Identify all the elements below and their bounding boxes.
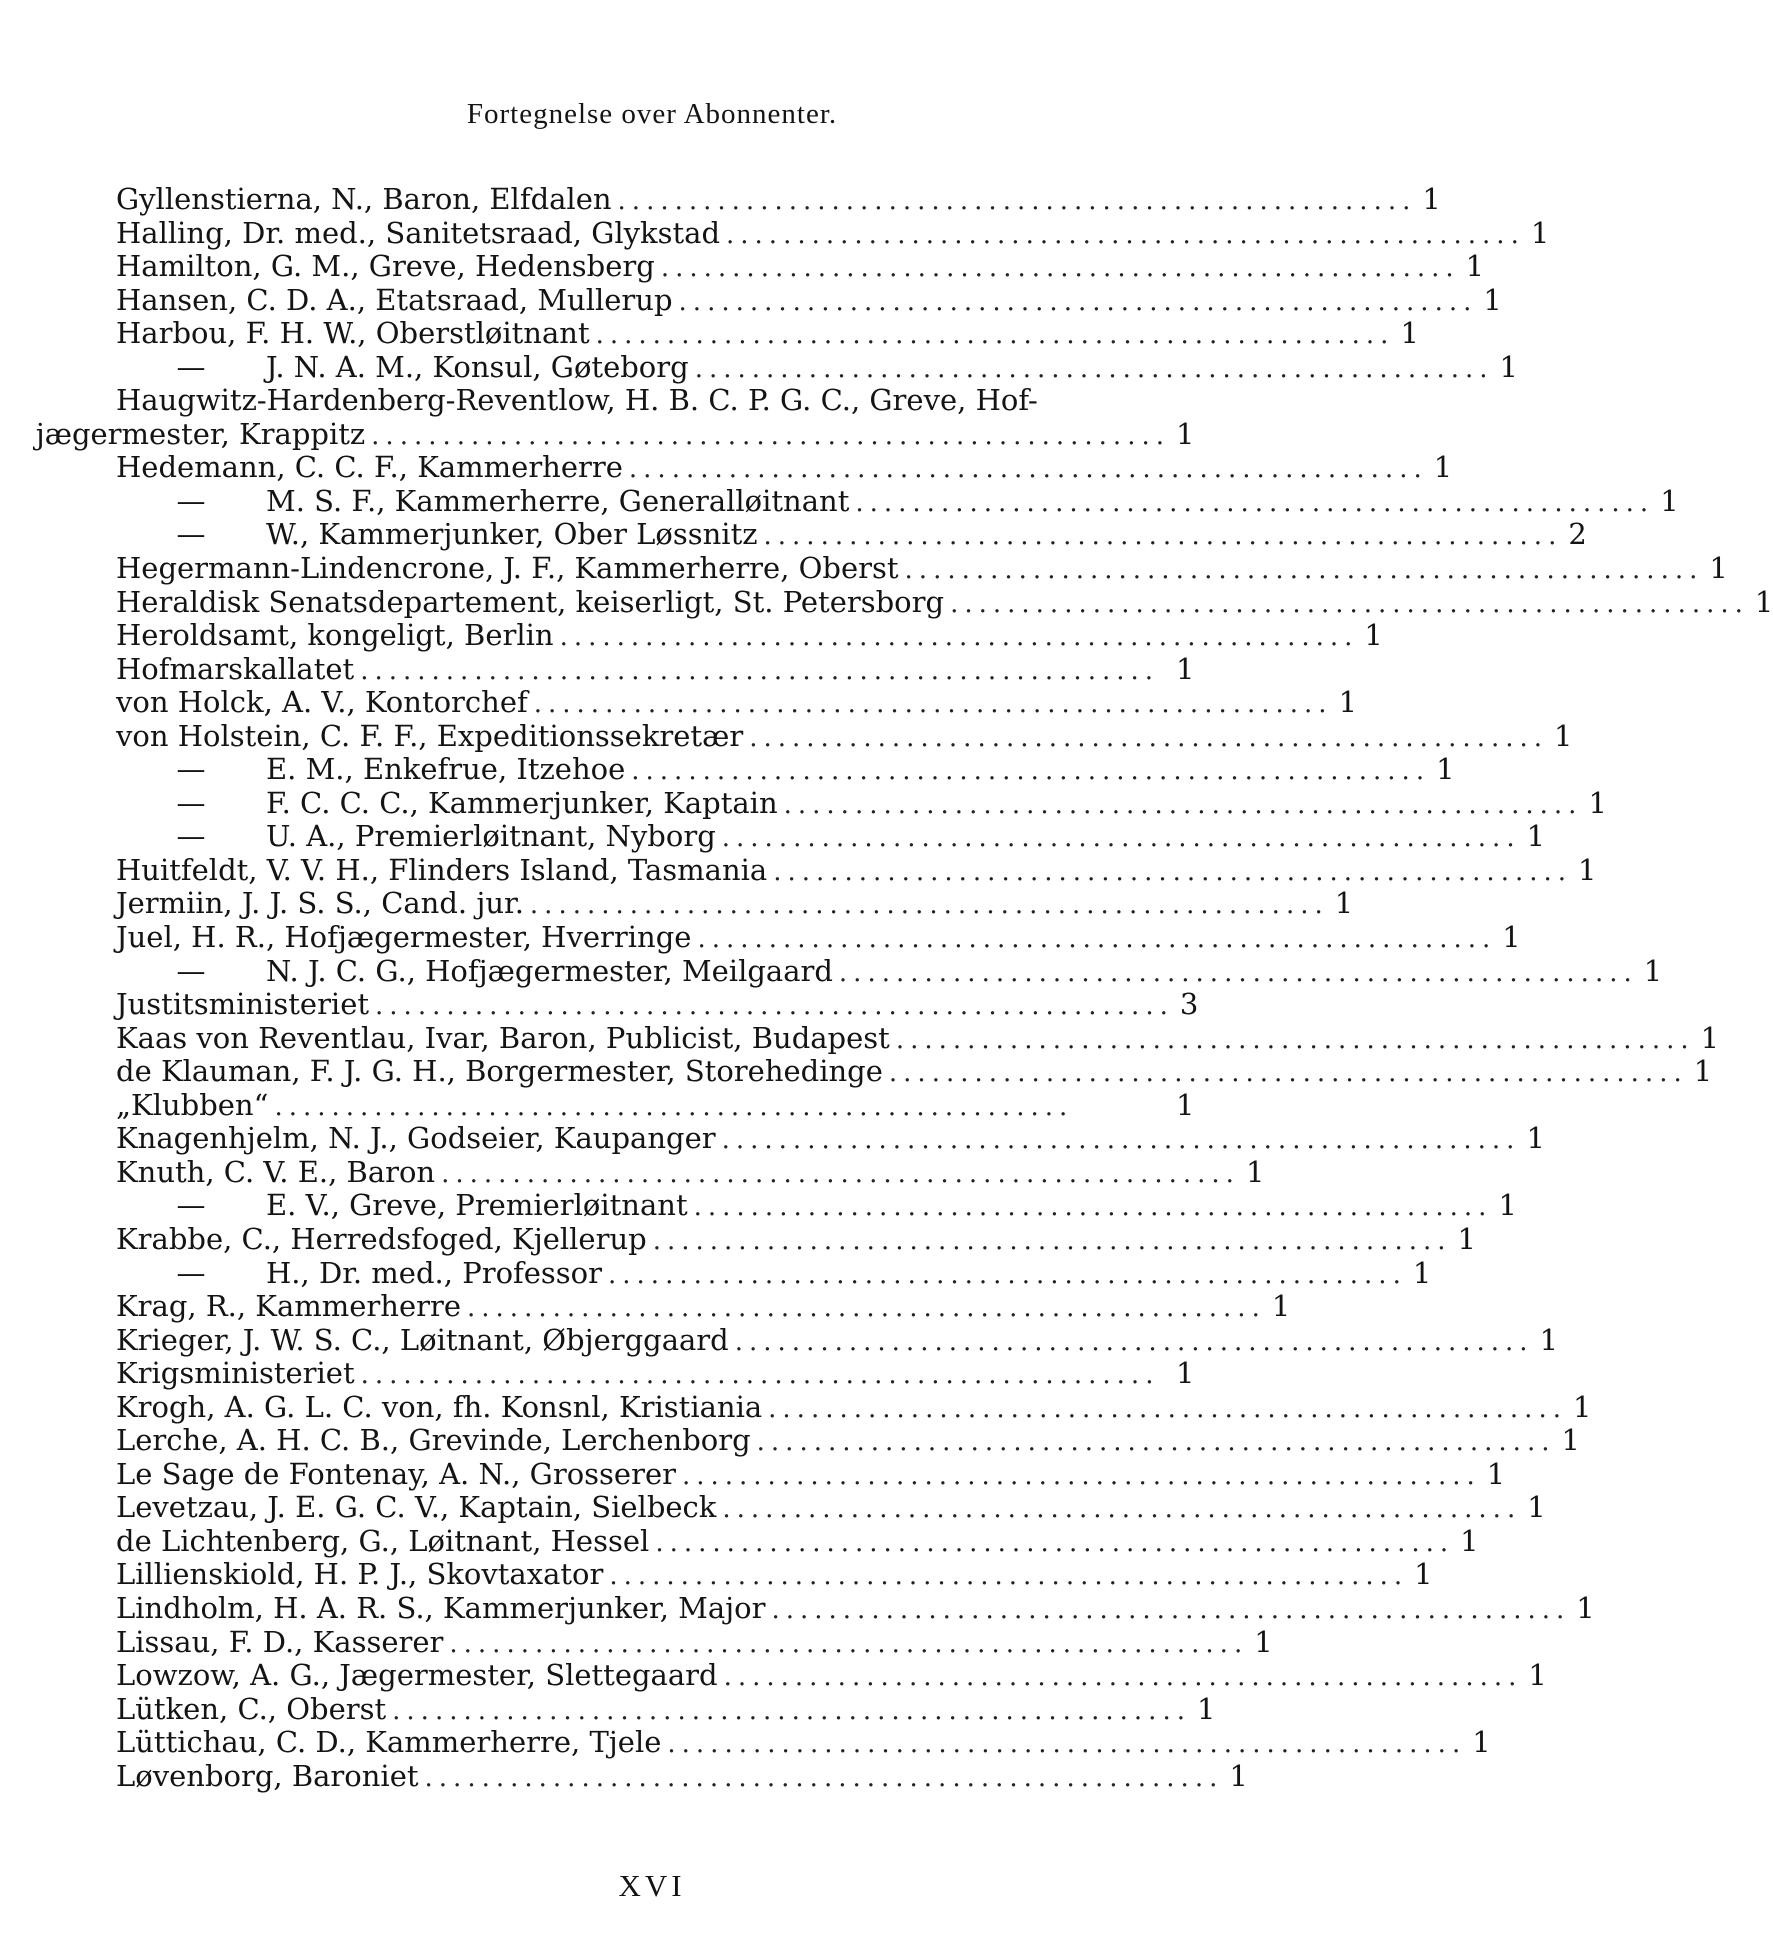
list-item	[116, 384, 1194, 418]
dot-leader: ........................................................	[274, 1091, 1074, 1122]
copies-count: 1	[1364, 618, 1383, 653]
dot-leader: ........................................................	[756, 1427, 1556, 1458]
dot-leader: ........................................................	[559, 622, 1359, 653]
copies-count: 1	[1486, 1456, 1506, 1491]
list-item	[116, 1289, 1291, 1324]
list-item	[116, 1658, 1547, 1693]
dot-leader: ........................................................	[441, 1158, 1240, 1189]
entry-name: Lütken, C., Oberst	[116, 1691, 387, 1726]
copies-count: 1	[1254, 1624, 1273, 1659]
dot-leader: ........................................................	[734, 1326, 1534, 1357]
entry-name: Le Sage de Fontenay, A. N., Grosserer	[116, 1456, 676, 1491]
entry-name: Hansen, C. D. A., Etatsraad, Mullerup	[116, 282, 673, 317]
copies-count: 2	[1568, 517, 1587, 552]
dot-leader: ........................................................	[726, 219, 1525, 250]
copies-count: 1	[1271, 1289, 1291, 1324]
copies-count: 1	[1338, 685, 1358, 720]
entry-name: Hamilton, G. M., Greve, Hedensberg	[116, 249, 655, 284]
entry-name: Halling, Dr. med., Sanitetsraad, Glykstad	[116, 215, 721, 250]
copies-count: 1	[1229, 1758, 1248, 1793]
list-item	[116, 517, 1587, 552]
copies-count: 1	[1693, 1054, 1713, 1089]
copies-count: 1	[1527, 1490, 1546, 1525]
dot-leader: ........................................................	[371, 420, 1170, 451]
dot-leader: ........................................................	[449, 1628, 1249, 1659]
list-item	[116, 215, 1550, 251]
dot-leader: ........................................................	[660, 253, 1460, 284]
entry-name: Heraldisk Senatsdepartement, keiserligt, St. Petersborg	[116, 584, 945, 619]
dot-leader: ........................................................	[631, 756, 1431, 787]
entry-name: Heroldsamt, kongeligt, Berlin	[116, 618, 554, 653]
list-item	[116, 953, 1663, 989]
entry-name: Levetzau, J. E. G. C. V., Kaptain, Sielbeck	[116, 1490, 717, 1525]
entry-name: de Klauman, F. J. G. H., Borgermester, Storehedinge	[116, 1054, 883, 1089]
list-item	[116, 1255, 1432, 1291]
dot-leader: ........................................................	[392, 1695, 1191, 1726]
dot-leader: ........................................................	[721, 1125, 1521, 1156]
dot-leader: ........................................................	[360, 655, 1160, 686]
entry-name: Lillienskiold, H. P. J., Skovtaxator	[116, 1557, 604, 1592]
list-item	[116, 1590, 1595, 1626]
copies-count: 1	[1526, 819, 1546, 854]
entry-name: F. C. C. C., Kammerjunker, Kaptain	[266, 785, 778, 820]
list-item	[116, 1557, 1433, 1592]
dot-leader: ........................................................	[617, 186, 1417, 216]
dot-leader: ........................................................	[904, 555, 1704, 586]
copies-count: 1	[1502, 920, 1521, 955]
list-item	[116, 1490, 1546, 1525]
copies-count: 1	[1422, 182, 1441, 216]
copies-count: 1	[1412, 1255, 1432, 1290]
list-item	[116, 1523, 1479, 1559]
entry-name: Løvenborg, Baroniet	[116, 1758, 419, 1793]
list-item	[116, 618, 1383, 653]
subscriber-list	[35, 182, 1773, 1793]
entry-name: Krag, R., Kammerherre	[116, 1289, 462, 1324]
list-item	[116, 584, 1773, 620]
dot-leader: ........................................................	[424, 1762, 1224, 1793]
copies-count: 1	[1400, 316, 1419, 351]
copies-count: 1	[1588, 785, 1607, 820]
page-number: XVI	[618, 1868, 686, 1903]
dot-leader: ........................................................	[628, 454, 1428, 485]
copies-count: 1	[1554, 718, 1573, 753]
list-item	[116, 1691, 1216, 1727]
copies-count: 1	[1334, 886, 1354, 921]
list-item	[116, 349, 1518, 385]
copies-count: 1	[1460, 1523, 1479, 1558]
list-item	[116, 1456, 1506, 1492]
list-item	[116, 886, 1354, 921]
ditto-dash: —	[176, 517, 206, 552]
entry-name: Hedemann, C. C. F., Kammerherre	[116, 450, 623, 485]
entry-name: Krigsministeriet	[116, 1356, 355, 1391]
entry-name: H., Dr. med., Professor	[266, 1255, 603, 1290]
list-item	[116, 819, 1546, 854]
list-item	[116, 752, 1455, 787]
ditto-dash: —	[176, 752, 206, 787]
copies-count: 1	[1472, 1725, 1491, 1760]
entry-name: E. M., Enkefrue, Itzehoe	[266, 752, 626, 787]
list-item	[116, 551, 1728, 586]
entry-name: Krogh, A. G. L. C. von, fh. Konsnl, Kristiania	[116, 1389, 763, 1424]
dot-leader: ........................................................	[838, 957, 1638, 988]
list-item	[116, 1188, 1517, 1223]
copies-count: 1	[1709, 551, 1728, 586]
copies-count: 1	[1498, 1188, 1517, 1223]
entry-name: M. S. F., Kammerherre, Generalløitnant	[266, 483, 850, 518]
entry-name: Kaas von Reventlau, Ivar, Baron, Publicist, Budapest	[116, 1020, 890, 1055]
dot-leader: ........................................................	[694, 353, 1494, 384]
dot-leader: ........................................................	[783, 789, 1583, 820]
dot-leader: ........................................................	[895, 1024, 1695, 1055]
list-item	[116, 1423, 1580, 1458]
dot-leader: ........................................................	[655, 1527, 1455, 1558]
copies-count: 1	[1660, 483, 1679, 518]
list-item	[116, 1089, 1194, 1123]
dot-leader: ........................................................	[667, 1729, 1467, 1760]
entry-name: Hofmarskallatet	[116, 651, 355, 686]
list-item	[116, 653, 1194, 687]
entry-name: N. J. C. G., Hofjægermester, Meilgaard	[266, 953, 833, 988]
dot-leader: ........................................................	[697, 924, 1497, 955]
list-item	[116, 1154, 1265, 1190]
entry-name: Gyllenstierna, N., Baron, Elfdalen	[116, 182, 612, 216]
list-item	[116, 1357, 1194, 1391]
dot-leader: ........................................................	[950, 588, 1749, 619]
dot-leader: ........................................................	[595, 320, 1395, 351]
entry-name: jægermester, Krappitz	[35, 416, 366, 451]
list-item	[116, 282, 1502, 318]
entry-name: U. A., Premierløitnant, Nyborg	[266, 819, 716, 854]
copies-count: 1	[1576, 1590, 1595, 1625]
list-item	[116, 1624, 1273, 1660]
copies-count: 1	[1572, 1389, 1592, 1424]
copies-count: 1	[1561, 1423, 1580, 1458]
list-item	[116, 182, 1441, 217]
entry-name: W., Kammerjunker, Ober Løssnitz	[266, 517, 758, 552]
list-item	[116, 718, 1573, 754]
copies-count: 1	[1433, 450, 1453, 485]
ditto-dash: —	[176, 1255, 206, 1290]
list-item	[116, 1389, 1592, 1425]
entry-name: Lerche, A. H. C. B., Grevinde, Lerchenborg	[116, 1423, 751, 1458]
copies-count: 1	[1754, 584, 1773, 619]
ditto-dash: —	[176, 785, 206, 820]
copies-count: 1	[1528, 1658, 1547, 1693]
dot-leader: ........................................................	[693, 1192, 1493, 1223]
copies-count: 1	[1414, 1557, 1433, 1592]
entry-name: von Holstein, C. F. F., Expeditionssekretær	[116, 718, 744, 753]
list-item	[116, 685, 1358, 720]
ditto-dash: —	[176, 953, 206, 988]
copies-count: 1	[1526, 1121, 1545, 1156]
ditto-dash: —	[176, 1188, 206, 1223]
entry-name: Juel, H. R., Hofjægermester, Hverringe	[116, 920, 692, 955]
dot-leader: ........................................................	[721, 823, 1521, 854]
entry-name: Haugwitz-Hardenberg-Reventlow, H. B. C. P. G. C., Greve, Hof-	[116, 383, 1038, 418]
copies-count: 1	[1700, 1020, 1720, 1055]
entry-name: Lindholm, H. A. R. S., Kammerjunker, Major	[116, 1590, 766, 1625]
list-item	[116, 249, 1485, 284]
list-item	[116, 1121, 1545, 1156]
list-item	[116, 920, 1521, 955]
entry-name: Lüttichau, C. D., Kammerherre, Tjele	[116, 1725, 662, 1760]
dot-leader: ........................................................	[888, 1058, 1688, 1089]
dot-leader: ........................................................	[722, 1494, 1522, 1525]
copies-count: 1	[1530, 215, 1550, 250]
copies-count: 1	[1176, 651, 1195, 686]
dot-leader: ........................................................	[375, 991, 1174, 1022]
list-item	[116, 1758, 1248, 1794]
entry-name: Jermiin, J. J. S. S., Cand. jur.	[116, 886, 524, 921]
list-item	[116, 1020, 1720, 1056]
dot-leader: ........................................................	[768, 1393, 1567, 1424]
ditto-dash: —	[176, 349, 206, 384]
entry-name: E. V., Greve, Premierløitnant	[266, 1188, 688, 1223]
list-item	[116, 316, 1419, 351]
copies-count: 1	[1176, 416, 1195, 451]
list-item	[116, 450, 1453, 485]
entry-name: Justitsministeriet	[116, 987, 370, 1022]
list-item	[116, 987, 1199, 1022]
entry-name: de Lichtenberg, G., Løitnant, Hessel	[116, 1523, 650, 1558]
dot-leader: ........................................................	[763, 521, 1563, 552]
copies-count: 1	[1436, 752, 1455, 787]
entry-name: Knuth, C. V. E., Baron	[116, 1154, 436, 1189]
dot-leader: ........................................................	[681, 1460, 1481, 1491]
copies-count: 3	[1179, 987, 1199, 1022]
dot-leader: ........................................................	[609, 1561, 1409, 1592]
copies-count: 1	[1176, 1087, 1195, 1122]
copies-count: 1	[1539, 1322, 1559, 1357]
entry-name: „Klubben“	[116, 1087, 269, 1122]
list-item	[116, 1322, 1559, 1358]
entry-name: Knagenhjelm, N. J., Godseier, Kaupanger	[116, 1121, 716, 1156]
list-item	[116, 1725, 1491, 1760]
dot-leader: ........................................................	[723, 1662, 1523, 1693]
entry-name: J. N. A. M., Konsul, Gøteborg	[266, 349, 689, 384]
list-item	[116, 1054, 1713, 1089]
dot-leader: ........................................................	[533, 689, 1333, 720]
list-item	[116, 483, 1679, 519]
entry-name: Lowzow, A. G., Jægermester, Slettegaard	[116, 1658, 718, 1693]
copies-count: 1	[1483, 282, 1502, 317]
list-item	[116, 785, 1607, 821]
dot-leader: ........................................................	[652, 1225, 1452, 1256]
page-title: Fortegnelse over Abonnenter.	[466, 98, 838, 130]
entry-name: von Holck, A. V., Kontorchef	[116, 685, 528, 720]
ditto-dash: —	[176, 483, 206, 518]
list-item	[116, 1221, 1476, 1257]
entry-name: Hegermann-Lindencrone, J. F., Kammerherre, Oberst	[116, 551, 899, 586]
dot-leader: ........................................................	[855, 487, 1655, 518]
copies-count: 1	[1457, 1221, 1476, 1256]
dot-leader: ........................................................	[771, 1594, 1571, 1625]
copies-count: 1	[1578, 852, 1597, 887]
entry-name: Krieger, J. W. S. C., Løitnant, Øbjerggaard	[116, 1322, 729, 1357]
dot-leader: ........................................................	[749, 722, 1549, 753]
dot-leader: ........................................................	[467, 1293, 1266, 1324]
copies-count: 1	[1245, 1154, 1265, 1189]
entry-name: Krabbe, C., Herredsfoged, Kjellerup	[116, 1221, 647, 1256]
dot-leader: ........................................................	[529, 890, 1329, 921]
entry-name: Huitfeldt, V. V. H., Flinders Island, Tasmania	[116, 852, 768, 887]
copies-count: 1	[1196, 1691, 1216, 1726]
dot-leader: ........................................................	[608, 1259, 1407, 1290]
dot-leader: ........................................................	[773, 856, 1573, 887]
list-item	[116, 852, 1597, 888]
entry-name: Lissau, F. D., Kasserer	[116, 1624, 444, 1659]
copies-count: 1	[1176, 1356, 1195, 1391]
copies-count: 1	[1499, 349, 1518, 384]
entry-name: Harbou, F. H. W., Oberstløitnant	[116, 316, 590, 351]
dot-leader: ........................................................	[678, 286, 1478, 317]
dot-leader: ........................................................	[360, 1360, 1160, 1391]
copies-count: 1	[1465, 249, 1485, 284]
copies-count: 1	[1643, 953, 1663, 988]
ditto-dash: —	[176, 819, 206, 854]
list-item	[35, 416, 1195, 452]
